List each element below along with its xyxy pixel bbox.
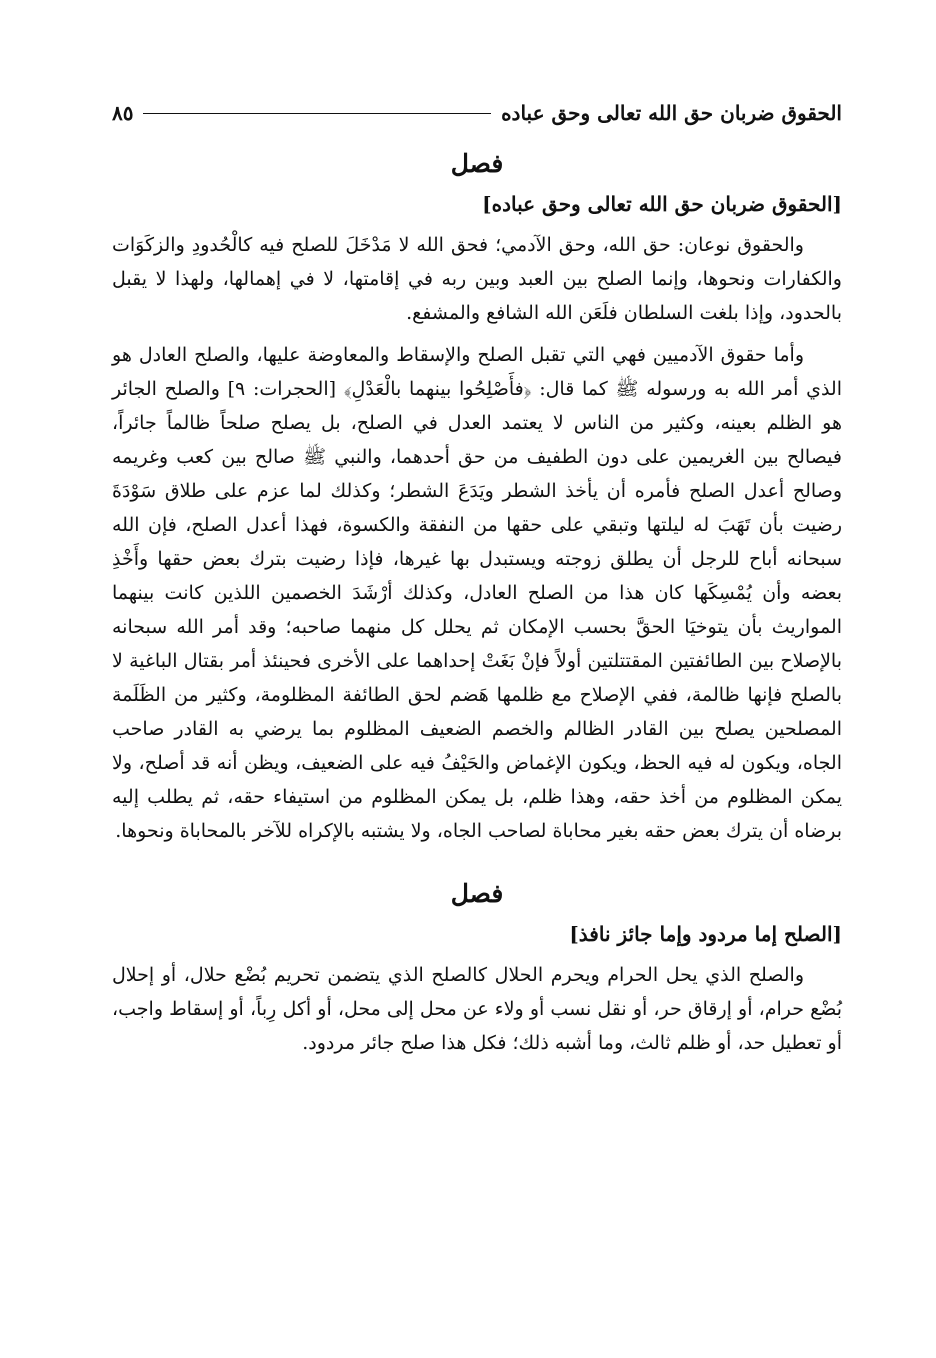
running-title: الحقوق ضربان حق الله تعالى وحق عباده	[501, 101, 842, 125]
page-content	[112, 140, 842, 1068]
header-rule	[143, 113, 491, 114]
page-number: ٨٥	[112, 101, 134, 125]
paragraph: والحقوق نوعان: حق الله، وحق الآدمي؛ فحق الله لا مَدْخَلَ للصلح فيه كالْحُدودِ والزكَوَات والكفارات ونحوها، وإنما الصلح بين العبد وبين ربه في إقامتها، لا في إهمالها، ولهذا لا يقبل بالحدود، وإذا بلغت السلطان فلَعَن الله الشافع والمشفع.	[112, 234, 842, 324]
paragraph: وأما حقوق الآدميين فهي التي تقبل الصلح والإسقاط والمعاوضة عليها، والصلح العادل هو الذي أمر الله به ورسوله ﷺ كما قال: ﴿فأَصْلِحُوا بينهما بالْعَدْلِ﴾ [الحجرات: ٩] والصلح الجائر هو الظلم بعينه، وكثير من الناس لا يعتمد العدل في الصلح، بل يصلح صلحاً ظالماً جائراً، فيصالح بين الغريمين على دون الطفيف من حق أحدهما، والنبي ﷺ صالح بين كعب وغريمه وصالح أعدل الصلح فأمره أن يأخذ الشطر ويَدَعَ الشطر؛ وكذلك لما عزم على طلاق سَوْدَةَ رضيت بأن تَهَبَ له ليلتها وتبقي على حقها من النفقة والكسوة، فهذا أعدل الصلح، فإن الله سبحانه أباح للرجل أن يطلق زوجته ويستبدل بها غيرها، فإذا رضيت بترك بعض حقها وأَخْذِ بعضه وأن يُمْسِكَها كان هذا من الصلح العادل، وكذلك أرْشَدَ الخصمين اللذين كانت بينهما المواريث بأن يتوخيَا الحقَّ بحسب الإمكان ثم يحلل كل منهما صاحبه؛ وقد أمر الله سبحانه بالإصلاح بين الطائفتين المقتتلتين أولاً فإنْ بَغَتْ إحداهما على الأخرى فحينئذ أمر بقتال الباغية لا بالصلح فإنها ظالمة، ففي الإصلاح مع ظلمها هَضم لحق الطائفة المظلومة، وكثير من الظَلَمة المصلحين يصلح بين القادر الظالم والخصم الضعيف المظلوم بما يرضي به القادر صاحب الجاه، ويكون له فيه الحظ، ويكون الإغماض والحَيْفُ فيه على الضعيف، ويظن أنه قد أصلح، ولا يمكن المظلوم من أخذ حقه، وهذا ظلم، بل يمكن المظلوم من استيفاء حقه، ثم يطلب إليه برضاه أن يترك بعض حقه بغير محاباة لصاحب الجاه، ولا يشتبه بالإكراه للآخر بالمحاباة ونحوها.	[112, 344, 842, 842]
section-gap	[112, 856, 842, 870]
running-header	[112, 96, 842, 130]
section-subtitle: [الصلح إما مردود وإما جائز نافذ]	[569, 922, 842, 946]
section-heading: فصل	[450, 879, 504, 908]
section-rights-types	[112, 144, 842, 848]
section-settlement-types	[112, 874, 842, 1060]
paragraph: والصلح الذي يحل الحرام ويحرم الحلال كالصلح الذي يتضمن تحريم بُضْع حلال، أو إحلال بُضْع حرام، أو إرقاق حر، أو نقل نسب أو ولاء عن محل إلى محل، أو أكل رِباً، أو إسقاط واجب، أو تعطيل حد، أو ظلم ثالث، وما أشبه ذلك؛ فكل هذا صلح جائر مردود.	[112, 964, 842, 1054]
section-heading: فصل	[450, 149, 504, 178]
section-subtitle: [الحقوق ضربان حق الله تعالى وحق عباده]	[482, 192, 842, 216]
